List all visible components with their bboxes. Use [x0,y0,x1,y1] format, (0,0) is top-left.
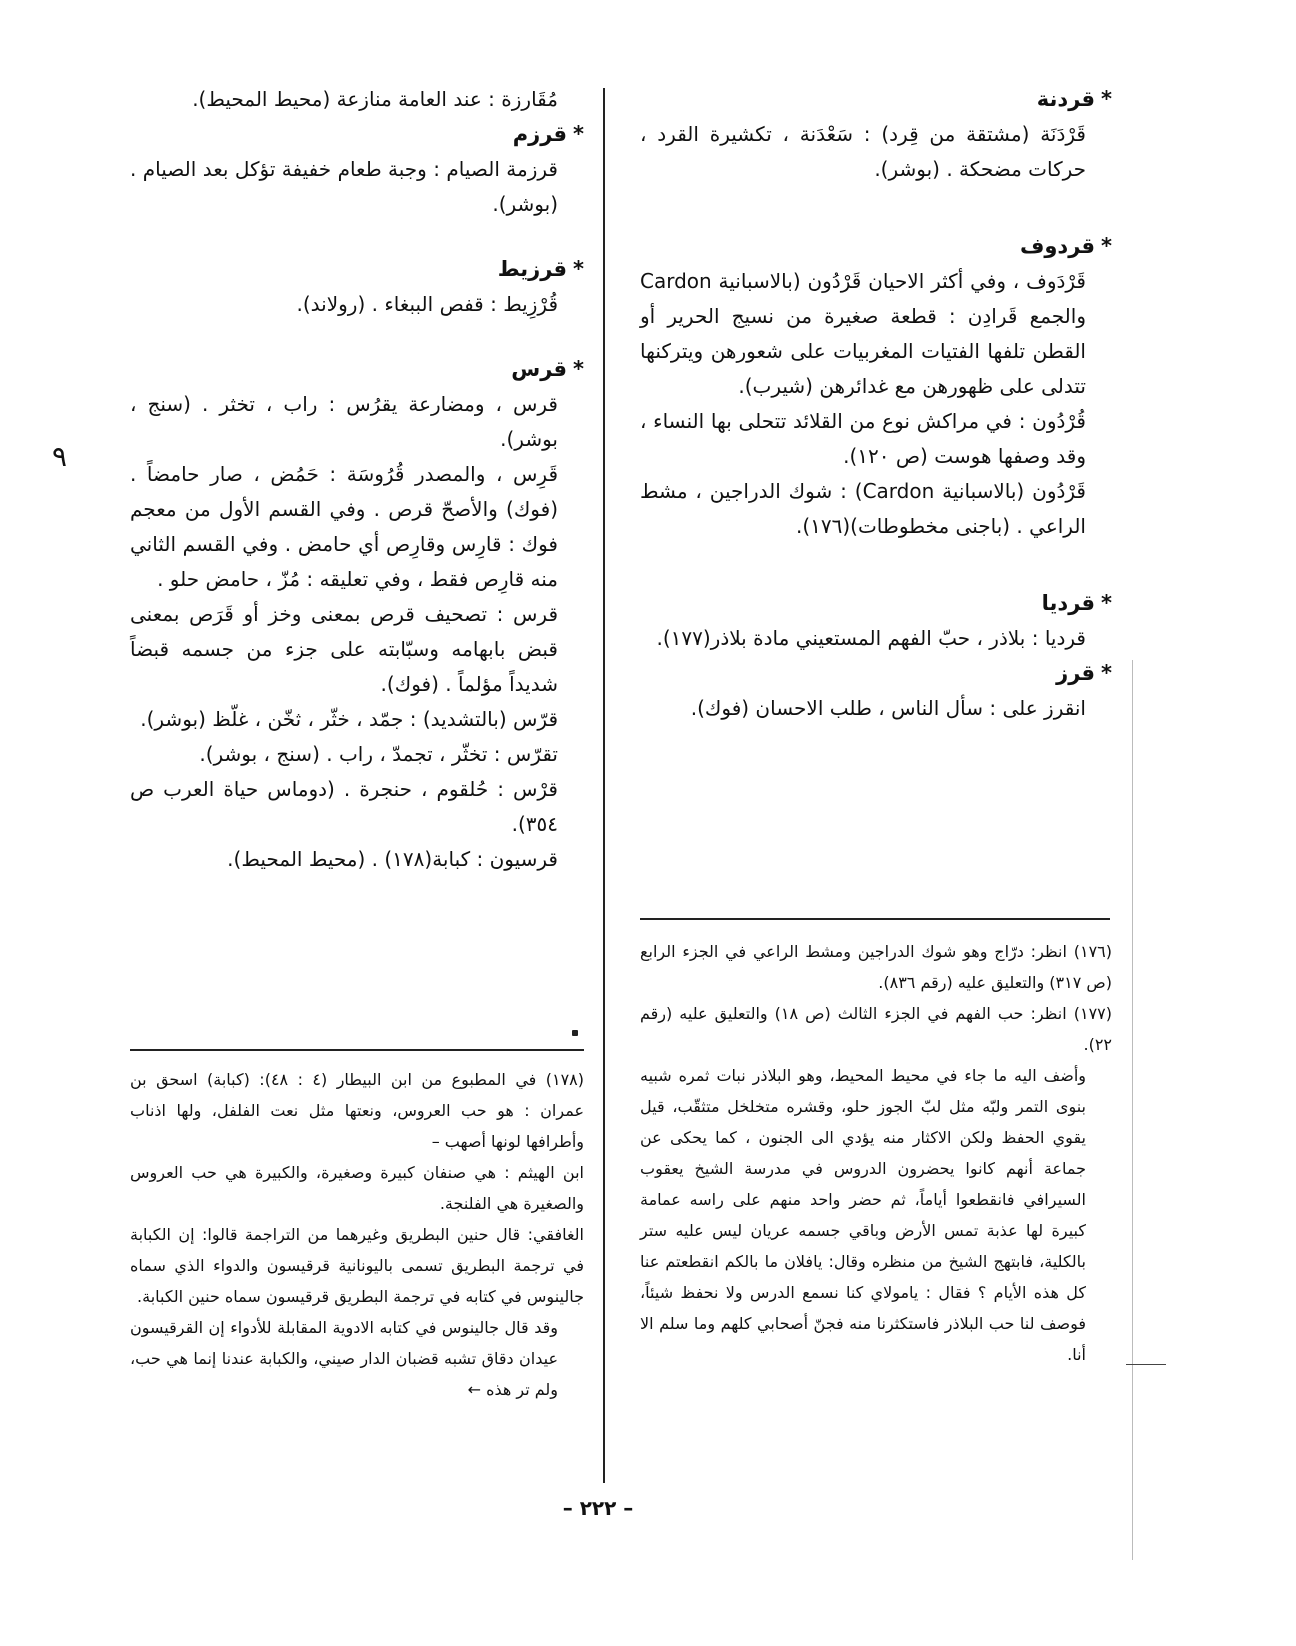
left-column [130,82,584,877]
entry-text: قُرْدُون : في مراكش نوع من القلائد تتحلى بها النساء ، وقد وصفها هوست (ص ١٢٠). [640,409,1086,468]
entry-text: تقرّس : تخثّر ، تجمدّ ، راب . (سنج ، بوشر). [199,742,558,766]
right-column [640,82,1112,726]
entry-text: قرسيون : كبابة(١٧٨) . (محيط المحيط). [227,847,558,871]
entry-headword: *قرزيط [497,257,584,281]
entry-headword: *قردنة [1036,87,1112,111]
entry-text: قَرْدَنَة (مشتقة من قِرد) : سَعْدَنة ، تكشيرة القرد ، حركات مضحكة . (بوشر). [640,122,1086,181]
entry-headword: *قرزم [512,122,584,146]
star-marker: * [1101,234,1112,258]
footnote-separator-left [130,1049,584,1051]
footnote: ابن الهيثم : هي صنفان كبيرة وصغيرة، والكبيرة هي حب العروس والصغيرة هي الفلنجة. [130,1163,584,1213]
entry-headword: *قرز [1056,661,1112,685]
footnote: الغافقي: قال حنين البطريق وغيرهما من التراجمة قالوا: إن الكبابة في ترجمة البطريق تسمى باليونانية قرقيسون والدواء الذي سماه جالينوس في كتابه في ترجمة البطريق قرقيسون سماه حنين الكبابة. [130,1225,584,1306]
left-edge-mark: ٩ [52,440,68,473]
entry-text: مُقَارزة : عند العامة منازعة (محيط المحيط). [192,87,558,111]
entry-text: قُرْزِيط : قفص الببغاء . (رولاند). [296,292,558,316]
column-divider [603,88,605,1483]
entry-text: قرزمة الصيام : وجبة طعام خفيفة تؤكل بعد الصيام . (بوشر). [130,157,558,216]
footnote: (١٧٨) في المطبوع من ابن البيطار (٤ : ٤٨): (كبابة) اسحق بن عمران : هو حب العروس، ونعتها مثل نعت الفلفل، ولها اذناب وأطرافها لونها أصهب – [130,1070,585,1151]
footnote: (١٧٧) انظر: حب الفهم في الجزء الثالث (ص ١٨) والتعليق عليه (رقم ٢٢). [640,1004,1112,1054]
entry-text: قرس ، ومضارعة يقرُس : راب ، تخثر . (سنج ، بوشر). [130,392,558,451]
entry-headword: *قرس [511,357,584,381]
footnote: وقد قال جالينوس في كتابه الادوية المقابلة للأدواء إن القرقيسون عيدان دقاق تشبه قضبان الدار صيني، والكبابة عندنا إنما هي حب، ولم تر هذه ← [130,1318,558,1399]
entry-text: انقرز على : سأل الناس ، طلب الاحسان (فوك). [690,696,1086,720]
entry-text: قَرْدُون (بالاسبانية Cardon) : شوك الدراجين ، مشط الراعي . (باجنى مخطوطات)(١٧٦). [640,479,1086,538]
footnotes-left [130,1064,584,1405]
star-marker: * [573,122,584,146]
entry-text: قرّس (بالتشديد) : جمّد ، خثّر ، ثخّن ، غلّظ (بوشر). [140,707,558,731]
star-marker: * [573,357,584,381]
footnotes-right [640,936,1112,1370]
footnote-separator-right [640,918,1110,920]
footnote: وأضف اليه ما جاء في محيط المحيط، وهو البلاذر نبات ثمره شبيه بنوى التمر ولبّه مثل لبّ الجوز حلو، وقشره متخلخل متثقّب، قيل يقوي الحفظ ولكن الاكثار منه يؤدي الى الجنون ، كما يحكى عن جماعة أنهم كانوا يحضرون الدروس في مدرسة الشيخ يعقوب السيرافي فانقطعوا أياماً، ثم حضر واحد منهم على راسه عمامة كبيرة لها عذبة تمس الأرض وباقي جسمه عريان ليس عليه ستر بالكلية، فابتهج الشيخ من منظره وقال: يافلان ما بالكم انقطعتم عنا كل هذه الأيام ؟ فقال : يامولاي كنا نسمع الدرس ولا نحفظ شيئاً، فوصف لنا حب البلاذر فاستكثرنا منه فجنّ أصحابي كلهم وما سلم الا أنا. [640,1066,1086,1364]
entry-text: قَرِس ، والمصدر قُرُوسَة : حَمُض ، صار حامضاً . (فوك) والأصحّ قرص . وفي القسم الأول من معجم فوك : قارِس وقارِص أي حامض . وفي القسم الثاني منه قارِص فقط ، وفي تعليقه : مُزّ ، حامض حلو . [130,462,558,591]
entry-text: قَرْدَوف ، وفي أكثر الاحيان قَرْدُون (بالاسبانية Cardon والجمع قَرادِن : قطعة صغيرة من نسيج الحرير أو القطن تلفها الفتيات المغربيات على شعورهن ويتركنها تتدلى على ظهورهن مع غدائرهن (شيرب). [640,269,1086,398]
entry-text: قرْس : حُلقوم ، حنجرة . (دوماس حياة العرب ص ٣٥٤). [130,777,558,836]
entry-text: قرديا : بلاذر ، حبّ الفهم المستعيني مادة بلاذر(١٧٧). [656,626,1086,650]
margin-line [1132,660,1133,1560]
entry-headword: *قردوف [1019,234,1112,258]
star-marker: * [573,257,584,281]
footnote: (١٧٦) انظر: درّاج وهو شوك الدراجين ومشط الراعي في الجزء الرابع (ص ٣١٧) والتعليق عليه (رقم ٨٣٦). [640,942,1112,992]
entry-text: قرس : تصحيف قرص بمعنى وخز أو قَرَص بمعنى قبض بابهامه وسبّابته على جزء من جسمه قبضاً شديداً مؤلماً . (فوك). [130,602,558,696]
entry-headword: *قرديا [1041,591,1112,615]
page-number: – ٢٢٢ – [562,1496,634,1520]
star-marker: * [1101,87,1112,111]
star-marker: * [1101,661,1112,685]
footnote-bullet [572,1030,578,1036]
star-marker: * [1101,591,1112,615]
margin-tick [1126,1364,1166,1365]
